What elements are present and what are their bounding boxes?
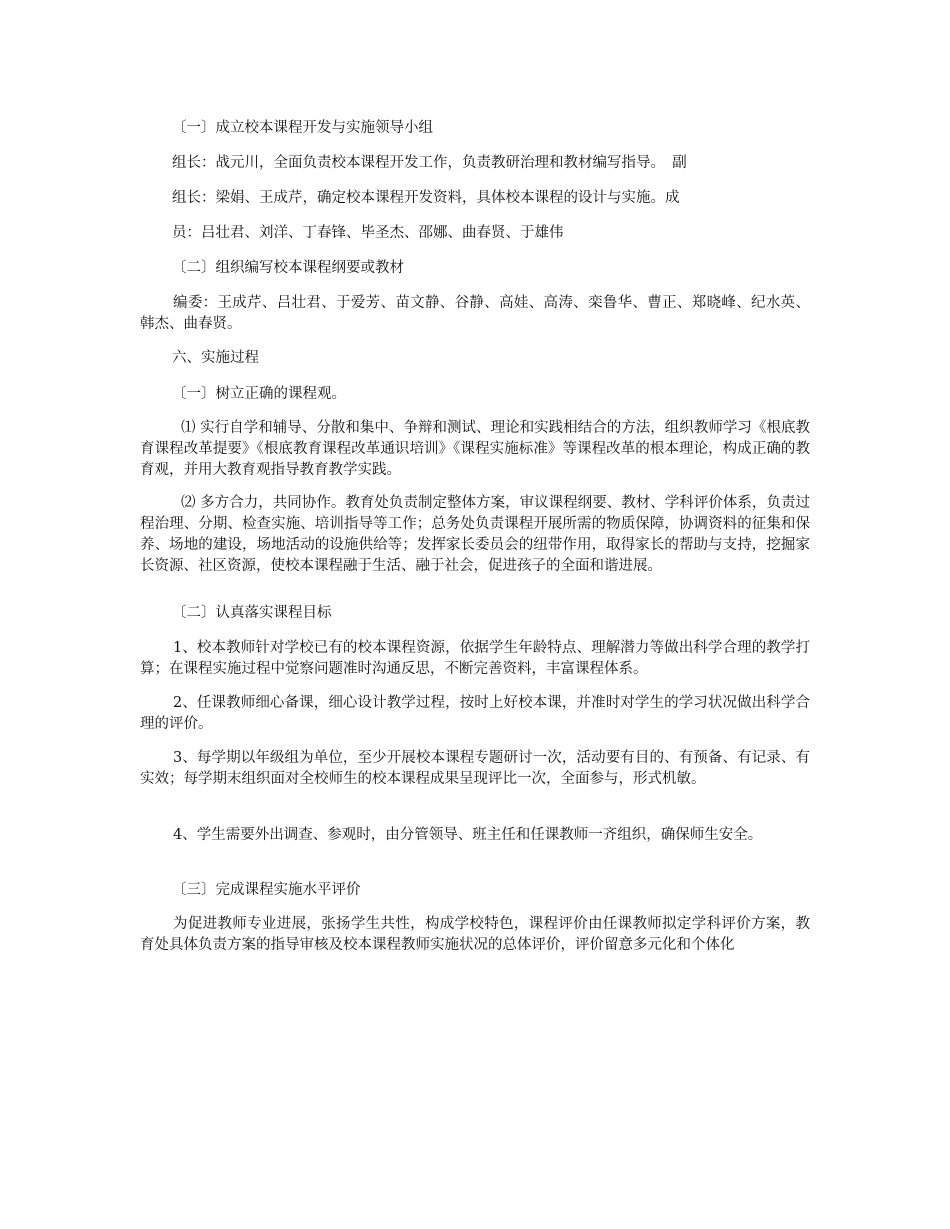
paragraph-evaluation: 为促进教师专业进展，张扬学生共性，构成学校特色，课程评价由任课教师拟定学科评价方案，教育处具体负责方案的指导审核及校本课程教师实施状况的总体评价，评价留意多元化和个体化 [140,916,810,953]
section-heading-curriculum-view: 〔一〕树立正确的课程观。 [172,386,346,402]
paragraph-goal-3: 3、每学期以年级组为单位，至少开展校本课程专题研讨一次，活动要有目的、有预备、有记录、有实效；每学期末组织面对全校师生的校本课程成果呈现评比一次，全面参与，形式机敏。 [140,750,810,787]
paragraph-goal-4: 4、学生需要外出调查、参观时，由分管领导、班主任和任课教师一齐组织，确保师生安全。 [173,827,763,843]
paragraph-goal-1: 1、校本教师针对学校已有的校本课程资源，依据学生年龄特点、理解潜力等做出科学合理的教学打算；在课程实施过程中觉察问题准时沟通反思，不断完善资料，丰富课程体系。 [140,640,810,677]
section-heading-curriculum-goals: 〔二〕认真落实课程目标 [172,605,332,621]
paragraph-goal-2: 2、任课教师细心备课，细心设计教学过程，按时上好校本课，并准时对学生的学习状况做出科学合理的评价。 [140,695,810,732]
paragraph-group-leader: 组长：战元川，全面负责校本课程开发工作，负责教研治理和教材编写指导。 副 [172,155,687,171]
paragraph-deputy-leaders: 组长：梁娟、王成芹，确定校本课程开发资料，具体校本课程的设计与实施。成 [172,190,680,206]
section-heading-curriculum-outline: 〔二〕组织编写校本课程纲要或教材 [172,260,404,276]
paragraph-item-1: ⑴ 实行自学和辅导、分散和集中、争辩和测试、理论和实践相结合的方法，组织教师学习《根底教育课程改革提要》《根底教育课程改革通识培训》《课程实施标准》等课程改革的根本理论，构成正确的教育观，并用大教育观指导教育教学实践。 [140,420,810,478]
paragraph-members: 员：吕壮君、刘洋、丁春锋、毕圣杰、邵娜、曲春贤、于雄伟 [172,225,564,241]
paragraph-item-2: ⑵ 多方合力，共同协作。教育处负责制定整体方案，审议课程纲要、教材、学科评价体系，负责过程治理、分期、检查实施、培训指导等工作；总务处负责课程开展所需的物质保障，协调资料的征集和保养、场地的建设，场地活动的设施供给等；发挥家长委员会的纽带作用，取得家长的帮助与支持，挖掘家长资源、社区资源，使校本课程融于生活、融于社会，促进孩子的全面和谐进展。 [140,495,810,574]
section-heading-implementation-process: 六、实施过程 [172,350,259,366]
section-heading-leadership-group: 〔一〕成立校本课程开发与实施领导小组 [172,120,433,136]
section-heading-evaluation: 〔三〕完成课程实施水平评价 [172,882,361,898]
paragraph-editorial-board: 编委：王成芹、吕壮君、于爱芳、苗文静、谷静、高娃、高涛、栾鲁华、曹正、郑晓峰、纪水英、韩杰、曲春贤。 [140,295,810,332]
